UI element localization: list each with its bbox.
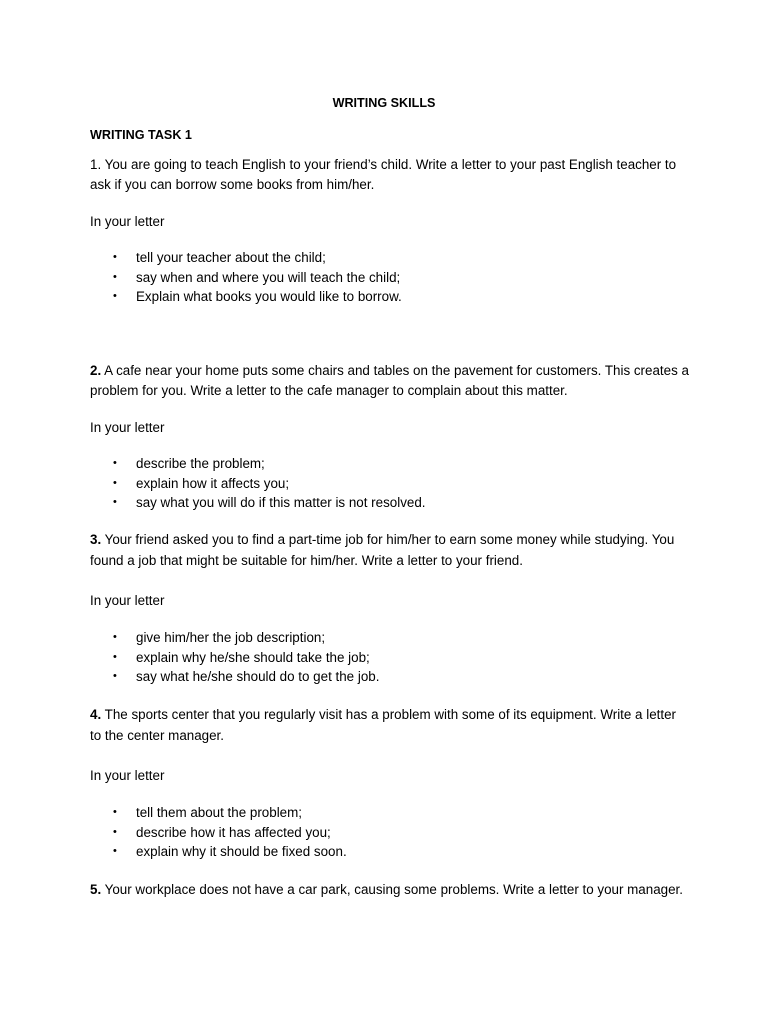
task-5-number: 5. — [90, 882, 102, 897]
task-1-number: 1. — [90, 157, 102, 172]
task-1-paragraph — [90, 155, 690, 195]
list-item: • say what he/she should do to get the job. — [90, 667, 690, 687]
task-2-number: 2. — [90, 363, 102, 378]
page-title: WRITING SKILLS — [332, 96, 436, 110]
bullet-icon: • — [113, 825, 117, 838]
task-1-prompt: You are going to teach English to your friend’s child. Write a letter to your past English teacher to ask if you can borrow some books from him/her. — [90, 157, 677, 192]
list-item: • Explain what books you would like to borrow. — [90, 287, 690, 307]
task-3-number: 3. — [90, 532, 102, 547]
bullet-icon: • — [113, 251, 117, 263]
list-item: • say when and where you will teach the child; — [90, 268, 690, 288]
task-4-intro: In your letter — [90, 768, 165, 783]
list-item: • describe how it has affected you; — [90, 823, 690, 843]
task-1-bullet-list — [90, 248, 690, 307]
bullet-icon: • — [113, 845, 117, 857]
bullet-icon: • — [113, 806, 117, 818]
task-4-number: 4. — [90, 707, 102, 722]
list-item: • describe the problem; — [90, 454, 690, 474]
bullet-icon: • — [113, 290, 117, 302]
list-item: • tell them about the problem; — [90, 803, 690, 823]
task-3-paragraph — [90, 529, 690, 571]
task-4-prompt: The sports center that you regularly visit has a problem with some of its equipment. Write a letter to the center manager. — [90, 707, 676, 743]
list-item: • give him/her the job description; — [90, 628, 690, 648]
bullet-icon: • — [113, 457, 117, 469]
bullet-icon: • — [113, 631, 117, 643]
list-item: • explain why he/she should take the job; — [90, 648, 690, 668]
task-4-bullet-list — [90, 803, 690, 862]
bullet-icon: • — [113, 476, 117, 489]
list-item: • tell your teacher about the child; — [90, 248, 690, 268]
task-heading: WRITING TASK 1 — [90, 128, 192, 142]
list-item: • explain why it should be fixed soon. — [90, 842, 690, 862]
task-2-prompt: A cafe near your home puts some chairs and tables on the pavement for customers. This creates a problem for you. Write a letter to the cafe manager to complain about this matter. — [90, 363, 689, 398]
bullet-icon: • — [113, 270, 117, 283]
task-5-paragraph — [90, 879, 690, 900]
task-3-bullet-list — [90, 628, 690, 687]
list-item: • say what you will do if this matter is not resolved. — [90, 493, 690, 513]
task-4-paragraph — [90, 704, 690, 746]
bullet-icon: • — [113, 496, 117, 508]
list-item: • explain how it affects you; — [90, 474, 690, 494]
task-2-paragraph — [90, 361, 690, 401]
task-3-prompt: Your friend asked you to find a part-time job for him/her to earn some money while studying. You found a job that might be suitable for him/her. Write a letter to your friend. — [90, 532, 675, 568]
bullet-icon: • — [113, 670, 117, 682]
task-5-prompt: Your workplace does not have a car park, causing some problems. Write a letter to your manager. — [104, 882, 683, 897]
task-2-bullet-list — [90, 454, 690, 513]
task-2-intro: In your letter — [90, 420, 165, 435]
task-3-intro: In your letter — [90, 593, 165, 608]
bullet-icon: • — [113, 650, 117, 663]
task-1-intro: In your letter — [90, 214, 165, 229]
